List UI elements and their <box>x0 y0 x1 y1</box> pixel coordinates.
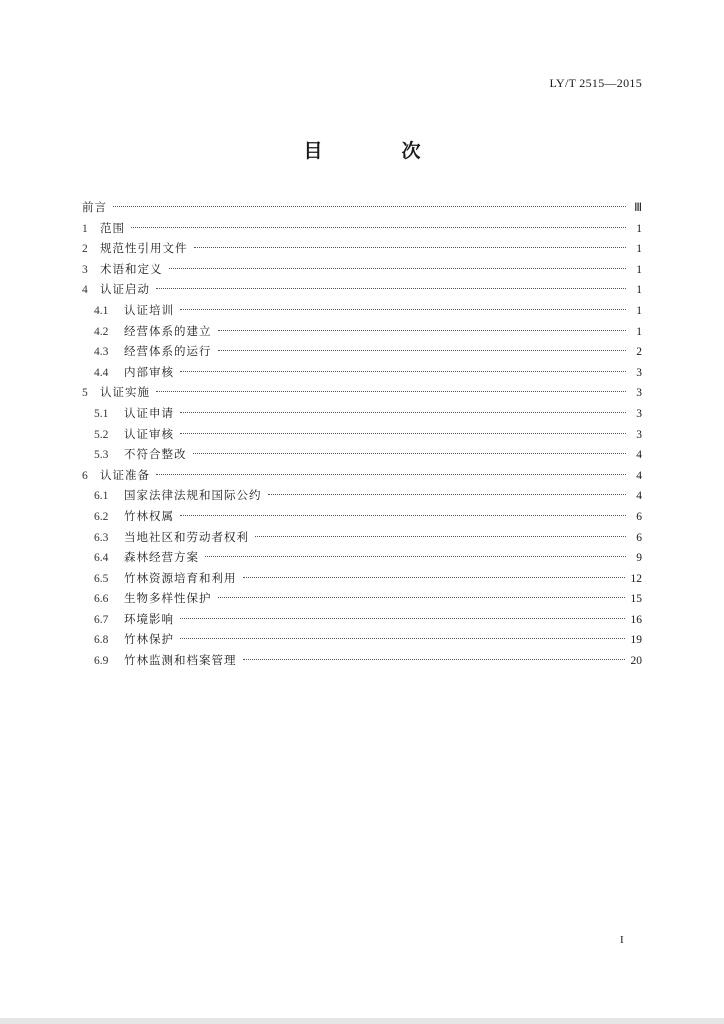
toc-leader-dots <box>113 206 626 207</box>
toc-entry-label: 认证启动 <box>100 282 150 297</box>
toc-entry-number: 6.2 <box>94 510 109 523</box>
toc-entry-number: 6.6 <box>94 593 109 606</box>
page-title: 目 次 <box>303 140 451 162</box>
standard-code: LY/T 2515—2015 <box>549 76 642 90</box>
toc-entry-label: 生物多样性保护 <box>124 591 212 606</box>
toc-entry-label: 环境影响 <box>124 611 174 626</box>
toc-entry[interactable] <box>82 609 642 630</box>
toc-entry[interactable] <box>82 444 642 465</box>
toc-entry-label: 不符合整改 <box>124 447 187 462</box>
toc-entry-number: 1 <box>82 222 88 235</box>
toc-entry-label: 规范性引用文件 <box>100 241 188 256</box>
toc-entry-number: 6.7 <box>94 613 109 626</box>
toc-entry-label: 当地社区和劳动者权利 <box>124 529 249 544</box>
toc-leader-dots <box>131 227 626 228</box>
toc-entry-number: 4.1 <box>94 304 109 317</box>
toc-entry-page: 3 <box>636 407 642 420</box>
toc-entry-page: 1 <box>636 263 642 276</box>
toc-entry[interactable] <box>82 341 642 362</box>
toc-entry-number: 6.5 <box>94 572 109 585</box>
toc-entry[interactable] <box>82 485 642 506</box>
toc-entry[interactable] <box>82 300 642 321</box>
toc-entry-label: 内部审核 <box>124 364 174 379</box>
toc-entry-page: 2 <box>636 346 642 359</box>
toc-entry[interactable] <box>82 238 642 259</box>
toc-entry-label: 竹林资源培育和利用 <box>124 570 237 585</box>
toc-leader-dots <box>218 597 625 598</box>
toc-entry-page: 9 <box>636 552 642 565</box>
toc-entry-number: 5.1 <box>94 407 109 420</box>
toc-entry-label: 竹林监测和档案管理 <box>124 653 237 668</box>
toc-entry-label: 认证实施 <box>100 385 150 400</box>
toc-entry-label: 认证培训 <box>124 302 174 317</box>
toc-entry-page: 1 <box>636 304 642 317</box>
toc-entry[interactable] <box>82 382 642 403</box>
toc-entry-number: 4.4 <box>94 366 109 379</box>
toc-entry-page: 3 <box>636 366 642 379</box>
toc-entry-number: 6.8 <box>94 634 109 647</box>
toc-entry-page: 1 <box>636 284 642 297</box>
toc-entry[interactable] <box>82 650 642 671</box>
toc-entry-page: 1 <box>636 222 642 235</box>
toc-leader-dots <box>180 309 626 310</box>
toc-leader-dots <box>180 371 626 372</box>
toc-entry-page: 3 <box>636 387 642 400</box>
bottom-border <box>0 1018 724 1024</box>
toc-entry-page: 12 <box>630 572 642 585</box>
toc-entry-number: 5.2 <box>94 428 109 441</box>
toc-entry-number: 6.9 <box>94 655 109 668</box>
toc-entry-page: 1 <box>636 243 642 256</box>
toc-leader-dots <box>255 536 626 537</box>
toc-entry-label: 认证准备 <box>100 467 150 482</box>
toc-entry[interactable] <box>82 465 642 486</box>
toc-leader-dots <box>193 453 627 454</box>
toc-entry[interactable] <box>82 527 642 548</box>
toc-entry-page: 4 <box>636 469 642 482</box>
toc-leader-dots <box>243 577 625 578</box>
toc-leader-dots <box>180 515 626 516</box>
toc-entry-label: 竹林保护 <box>124 632 174 647</box>
toc-leader-dots <box>169 268 627 269</box>
page-folio: I <box>620 934 624 946</box>
toc-entry-label: 森林经营方案 <box>124 550 199 565</box>
toc-entry-label: 经营体系的运行 <box>124 344 212 359</box>
table-of-contents <box>82 197 642 671</box>
toc-entry-number: 4.2 <box>94 325 109 338</box>
toc-entry-number: 3 <box>82 263 88 276</box>
toc-entry[interactable] <box>82 629 642 650</box>
toc-entry[interactable] <box>82 424 642 445</box>
toc-entry[interactable] <box>82 506 642 527</box>
toc-entry[interactable] <box>82 279 642 300</box>
toc-entry[interactable] <box>82 362 642 383</box>
toc-entry-page: 16 <box>630 613 642 626</box>
toc-entry-number: 4 <box>82 284 88 297</box>
toc-entry-number: 4.3 <box>94 346 109 359</box>
toc-leader-dots <box>243 659 625 660</box>
toc-entry-page: 4 <box>636 490 642 503</box>
toc-entry-page: 19 <box>630 634 642 647</box>
toc-entry-label: 范围 <box>100 220 125 235</box>
toc-entry-page: 6 <box>636 510 642 523</box>
toc-leader-dots <box>268 494 627 495</box>
toc-entry[interactable] <box>82 197 642 218</box>
toc-entry[interactable] <box>82 259 642 280</box>
toc-entry[interactable] <box>82 588 642 609</box>
toc-leader-dots <box>156 474 626 475</box>
toc-entry-page: 15 <box>630 593 642 606</box>
toc-entry-number: 6.1 <box>94 490 109 503</box>
toc-entry-label: 竹林权属 <box>124 508 174 523</box>
toc-leader-dots <box>205 556 626 557</box>
toc-entry[interactable] <box>82 218 642 239</box>
toc-leader-dots <box>156 288 626 289</box>
toc-leader-dots <box>156 391 626 392</box>
toc-entry-number: 5.3 <box>94 449 109 462</box>
toc-entry-number: 2 <box>82 243 88 256</box>
toc-entry-page: 1 <box>636 325 642 338</box>
toc-entry-label: 国家法律法规和国际公约 <box>124 488 262 503</box>
toc-leader-dots <box>218 330 627 331</box>
toc-entry-label: 认证审核 <box>124 426 174 441</box>
toc-leader-dots <box>180 433 626 434</box>
toc-entry[interactable] <box>82 403 642 424</box>
toc-entry[interactable] <box>82 568 642 589</box>
toc-entry-page: Ⅲ <box>634 202 642 214</box>
toc-entry-label: 前言 <box>82 200 107 214</box>
toc-entry[interactable] <box>82 321 642 342</box>
toc-entry-label: 术语和定义 <box>100 261 163 276</box>
toc-entry[interactable] <box>82 547 642 568</box>
toc-entry-label: 经营体系的建立 <box>124 323 212 338</box>
toc-leader-dots <box>218 350 627 351</box>
toc-entry-number: 6 <box>82 469 88 482</box>
toc-entry-page: 3 <box>636 428 642 441</box>
toc-entry-page: 4 <box>636 449 642 462</box>
toc-entry-number: 5 <box>82 387 88 400</box>
toc-leader-dots <box>180 618 625 619</box>
toc-leader-dots <box>194 247 627 248</box>
toc-leader-dots <box>180 638 625 639</box>
toc-entry-label: 认证申请 <box>124 405 174 420</box>
toc-leader-dots <box>180 412 626 413</box>
toc-entry-page: 20 <box>630 655 642 668</box>
toc-entry-number: 6.4 <box>94 552 109 565</box>
toc-entry-number: 6.3 <box>94 531 109 544</box>
toc-entry-page: 6 <box>636 531 642 544</box>
